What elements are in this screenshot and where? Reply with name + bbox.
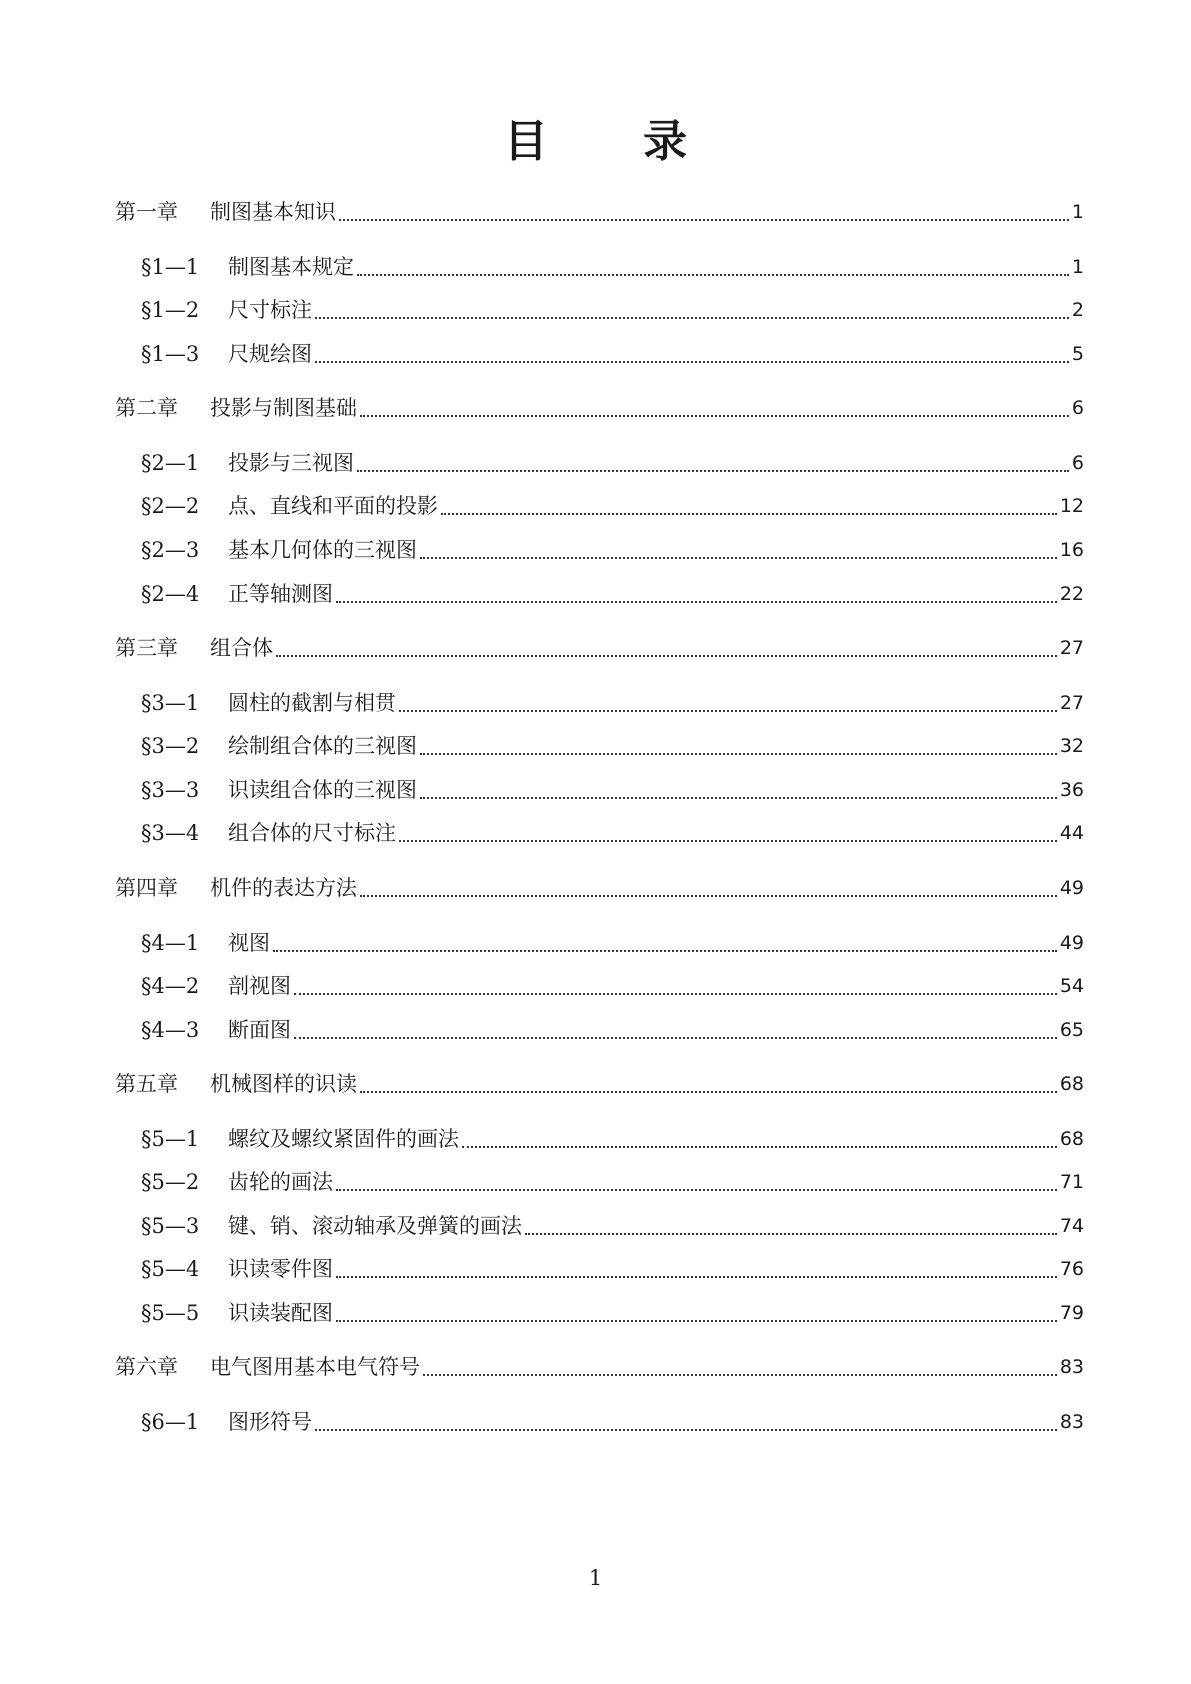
- page-number: 49: [1059, 877, 1084, 899]
- dot-leader: [315, 309, 1069, 319]
- toc-section-entry[interactable]: [141, 1254, 1084, 1284]
- dot-leader: [315, 1421, 1057, 1431]
- page-number: 83: [1059, 1411, 1084, 1433]
- section-number: §3—2: [141, 734, 200, 758]
- page-number: 68: [1059, 1073, 1084, 1095]
- section-number: §2—3: [141, 538, 200, 562]
- dot-leader: [336, 1181, 1057, 1191]
- section-number: §5—2: [141, 1170, 200, 1194]
- dot-leader: [294, 985, 1057, 995]
- toc-section-entry[interactable]: [141, 339, 1084, 369]
- section-title: 点、直线和平面的投影: [228, 494, 438, 518]
- section-number: §6—1: [141, 1410, 200, 1434]
- dot-leader: [360, 887, 1057, 897]
- section-number: §3—4: [141, 821, 200, 845]
- chapter-title: 电气图用基本电气符号: [210, 1355, 420, 1379]
- page-number: 2: [1071, 299, 1084, 321]
- chapter-title: 机件的表达方法: [210, 876, 357, 900]
- chapter-title: 组合体: [210, 636, 273, 660]
- section-title: 键、销、滚动轴承及弹簧的画法: [228, 1214, 522, 1238]
- dot-leader: [273, 942, 1057, 952]
- page-number: 49: [1059, 932, 1084, 954]
- page-number: 27: [1059, 637, 1084, 659]
- toc-chapter-entry[interactable]: [115, 633, 1084, 663]
- dot-leader: [276, 647, 1057, 657]
- section-number: §2—2: [141, 494, 200, 518]
- dot-leader: [420, 789, 1057, 799]
- toc-section-entry[interactable]: [141, 1211, 1084, 1241]
- toc-section-entry[interactable]: [141, 928, 1084, 958]
- section-title: 组合体的尺寸标注: [228, 821, 396, 845]
- toc-section-entry[interactable]: [141, 1015, 1084, 1045]
- section-title: 图形符号: [228, 1410, 312, 1434]
- page-number: 68: [1059, 1128, 1084, 1150]
- toc-section-entry[interactable]: [141, 448, 1084, 478]
- dot-leader: [525, 1225, 1057, 1235]
- section-number: §3—3: [141, 778, 200, 802]
- dot-leader: [315, 353, 1069, 363]
- section-title: 识读零件图: [228, 1257, 333, 1281]
- dot-leader: [336, 1268, 1057, 1278]
- page-number: 79: [1059, 1302, 1084, 1324]
- page-number: 76: [1059, 1258, 1084, 1280]
- page-title: 目 录: [503, 116, 728, 167]
- toc-section-entry[interactable]: [141, 1124, 1084, 1154]
- page-number: 44: [1059, 822, 1084, 844]
- section-title: 螺纹及螺纹紧固件的画法: [228, 1127, 459, 1151]
- dot-leader: [357, 462, 1069, 472]
- dot-leader: [441, 505, 1057, 515]
- section-title: 识读装配图: [228, 1301, 333, 1325]
- page-number: 27: [1059, 692, 1084, 714]
- chapter-number: 第四章: [115, 876, 178, 900]
- dot-leader: [294, 1029, 1057, 1039]
- dot-leader: [336, 593, 1057, 603]
- page-number: 71: [1059, 1171, 1084, 1193]
- toc-section-entry[interactable]: [141, 775, 1084, 805]
- dot-leader: [423, 1366, 1057, 1376]
- page-number: 6: [1071, 397, 1084, 419]
- section-title: 断面图: [228, 1018, 291, 1042]
- toc-chapter-entry[interactable]: [115, 1352, 1084, 1382]
- page-number: 36: [1059, 779, 1084, 801]
- dot-leader: [339, 211, 1069, 221]
- chapter-number: 第五章: [115, 1072, 178, 1096]
- dot-leader: [420, 549, 1057, 559]
- dot-leader: [357, 266, 1069, 276]
- section-number: §5—4: [141, 1257, 200, 1281]
- chapter-number: 第三章: [115, 636, 178, 660]
- section-number: §3—1: [141, 691, 200, 715]
- toc-section-entry[interactable]: [141, 491, 1084, 521]
- page-number: 54: [1059, 975, 1084, 997]
- toc-section-entry[interactable]: [141, 295, 1084, 325]
- section-title: 绘制组合体的三视图: [228, 734, 417, 758]
- toc-chapter-entry[interactable]: [115, 873, 1084, 903]
- section-title: 视图: [228, 931, 270, 955]
- section-number: §2—1: [141, 451, 200, 475]
- section-number: §4—3: [141, 1018, 200, 1042]
- page-number: 32: [1059, 735, 1084, 757]
- toc-section-entry[interactable]: [141, 731, 1084, 761]
- section-title: 正等轴测图: [228, 582, 333, 606]
- page-number: 1: [1071, 201, 1084, 223]
- page-number: 6: [1071, 452, 1084, 474]
- page-number: 65: [1059, 1019, 1084, 1041]
- page-number: 12: [1059, 495, 1084, 517]
- toc-chapter-entry[interactable]: [115, 393, 1084, 423]
- section-title: 尺寸标注: [228, 298, 312, 322]
- chapter-title: 制图基本知识: [210, 200, 336, 224]
- page-number: 16: [1059, 539, 1084, 561]
- dot-leader: [336, 1312, 1057, 1322]
- section-title: 齿轮的画法: [228, 1170, 333, 1194]
- section-number: §5—3: [141, 1214, 200, 1238]
- section-number: §5—1: [141, 1127, 200, 1151]
- toc-chapter-entry[interactable]: [115, 1069, 1084, 1099]
- toc-section-entry[interactable]: [141, 971, 1084, 1001]
- chapter-number: 第一章: [115, 200, 178, 224]
- page-number: 5: [1071, 343, 1084, 365]
- toc-section-entry[interactable]: [141, 1407, 1084, 1437]
- section-title: 投影与三视图: [228, 451, 354, 475]
- page-number: 1: [1071, 256, 1084, 278]
- footer-page-number: 1: [588, 1566, 603, 1590]
- chapter-number: 第六章: [115, 1355, 178, 1379]
- toc-section-entry[interactable]: [141, 818, 1084, 848]
- dot-leader: [360, 407, 1069, 417]
- section-number: §2—4: [141, 582, 200, 606]
- chapter-title: 机械图样的识读: [210, 1072, 357, 1096]
- section-title: 识读组合体的三视图: [228, 778, 417, 802]
- section-title: 圆柱的截割与相贯: [228, 691, 396, 715]
- section-title: 尺规绘图: [228, 342, 312, 366]
- section-number: §5—5: [141, 1301, 200, 1325]
- section-number: §1—1: [141, 255, 200, 279]
- section-title: 基本几何体的三视图: [228, 538, 417, 562]
- page-number: 22: [1059, 583, 1084, 605]
- toc-section-entry[interactable]: [141, 1298, 1084, 1328]
- dot-leader: [360, 1083, 1057, 1093]
- toc-chapter-entry[interactable]: [115, 197, 1084, 227]
- chapter-number: 第二章: [115, 396, 178, 420]
- toc-section-entry[interactable]: [141, 535, 1084, 565]
- dot-leader: [399, 832, 1057, 842]
- section-title: 制图基本规定: [228, 255, 354, 279]
- section-number: §4—2: [141, 974, 200, 998]
- dot-leader: [420, 745, 1057, 755]
- section-number: §4—1: [141, 931, 200, 955]
- toc-section-entry[interactable]: [141, 1167, 1084, 1197]
- toc-section-entry[interactable]: [141, 579, 1084, 609]
- dot-leader: [399, 702, 1057, 712]
- page-number: 74: [1059, 1215, 1084, 1237]
- section-number: §1—3: [141, 342, 200, 366]
- chapter-title: 投影与制图基础: [210, 396, 357, 420]
- dot-leader: [462, 1138, 1057, 1148]
- section-number: §1—2: [141, 298, 200, 322]
- page-number: 83: [1059, 1356, 1084, 1378]
- toc-section-entry[interactable]: [141, 688, 1084, 718]
- toc-section-entry[interactable]: [141, 252, 1084, 282]
- section-title: 剖视图: [228, 974, 291, 998]
